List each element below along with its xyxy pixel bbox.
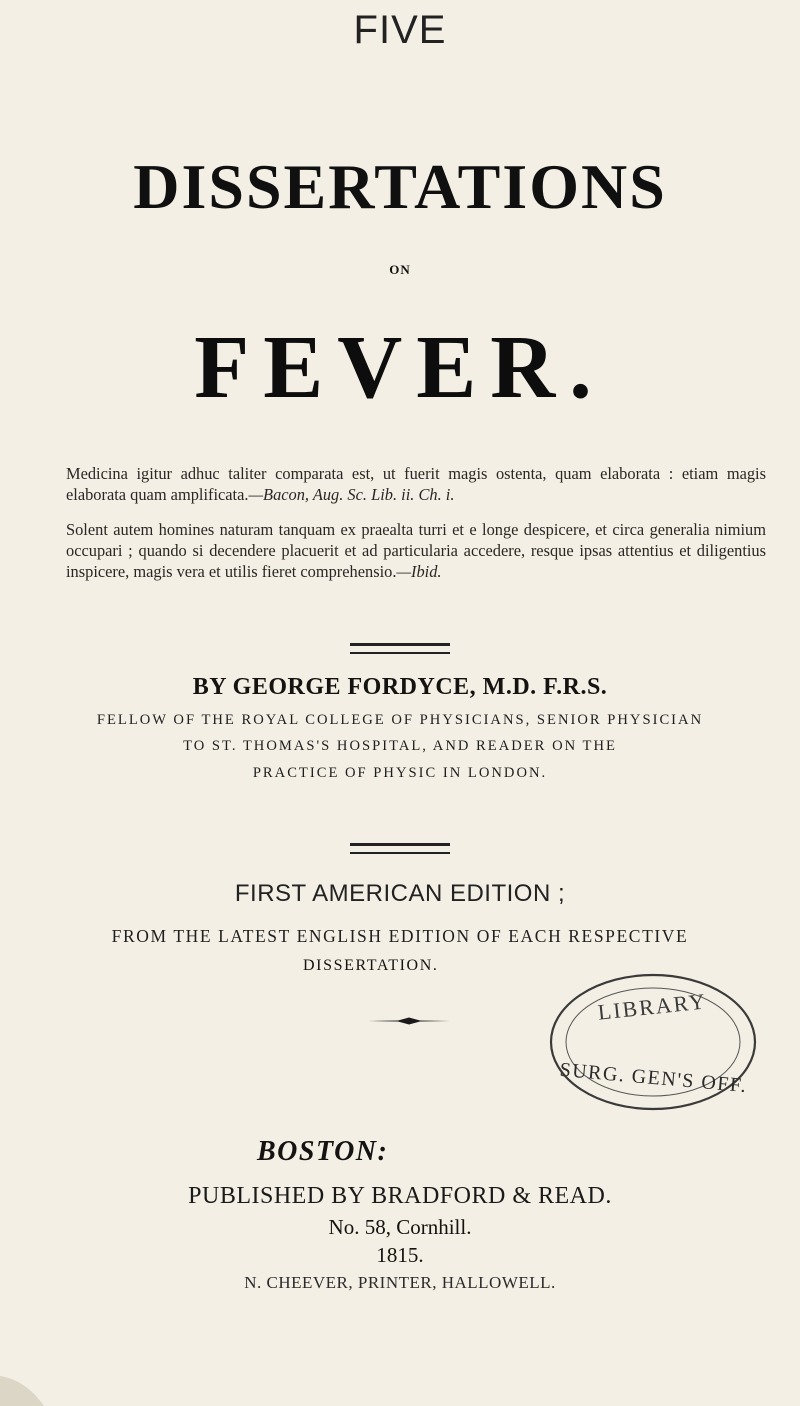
- divider-rule: [350, 852, 450, 854]
- epigraph-source: —Bacon, Aug. Sc. Lib. ii. Ch. i.: [248, 485, 455, 504]
- epigraph-source: —Ibid.: [396, 562, 442, 581]
- imprint-city: BOSTON:: [257, 1136, 389, 1167]
- edition-source-line: DISSERTATION.: [303, 957, 439, 974]
- epigraph-ibid: [66, 519, 766, 582]
- divider-rule: [350, 843, 450, 846]
- author-byline: BY GEORGE FORDYCE, M.D. F.R.S.: [192, 674, 608, 700]
- printers-ornament: [368, 1017, 450, 1025]
- title-connector: ON: [389, 262, 411, 277]
- epigraph-bacon: [66, 463, 766, 505]
- library-stamp-seal: [544, 968, 762, 1116]
- imprint-address: No. 58, Cornhill.: [328, 1215, 472, 1239]
- author-credentials-line: FELLOW OF THE ROYAL COLLEGE OF PHYSICIANS, SENIOR PHYSICIAN: [96, 712, 704, 728]
- edition-title: FIRST AMERICAN EDITION ;: [234, 880, 566, 907]
- imprint-year: 1815.: [376, 1243, 424, 1267]
- divider-rule: [350, 652, 450, 654]
- title-number-word: FIVE: [353, 8, 447, 52]
- epigraph-quote: Solent autem homines naturam tanquam ex praealta turri et e longe despicere, et circa generalia nimium occupari ; quando si decendere placuerit et ad particularia accedere, resque ipsas attentius et diligentius inspicere, magis vera et utilis fieret comprehensio.: [66, 520, 766, 581]
- divider-rule: [350, 643, 450, 646]
- author-credentials-line: PRACTICE OF PHYSIC IN LONDON.: [252, 765, 548, 781]
- author-credentials-line: TO ST. THOMAS'S HOSPITAL, AND READER ON THE: [183, 738, 617, 754]
- page-edge-shadow: [0, 1362, 64, 1406]
- imprint-publisher: PUBLISHED BY BRADFORD & READ.: [188, 1183, 612, 1209]
- edition-source-line: FROM THE LATEST ENGLISH EDITION OF EACH RESPECTIVE: [111, 926, 689, 946]
- epigraph-quote: Medicina igitur adhuc taliter comparata est, ut fuerit magis ostenta, quam elaborata : etiam magis elaborata quam amplificata.: [66, 464, 766, 504]
- svg-text:LIBRARY: LIBRARY: [596, 988, 708, 1025]
- main-title: DISSERTATIONS: [133, 151, 667, 222]
- svg-text:SURG. GEN'S OFF.: SURG. GEN'S OFF.: [558, 1058, 749, 1098]
- imprint-printer: N. CHEEVER, PRINTER, HALLOWELL.: [244, 1273, 556, 1292]
- subject-title: FEVER.: [194, 318, 606, 417]
